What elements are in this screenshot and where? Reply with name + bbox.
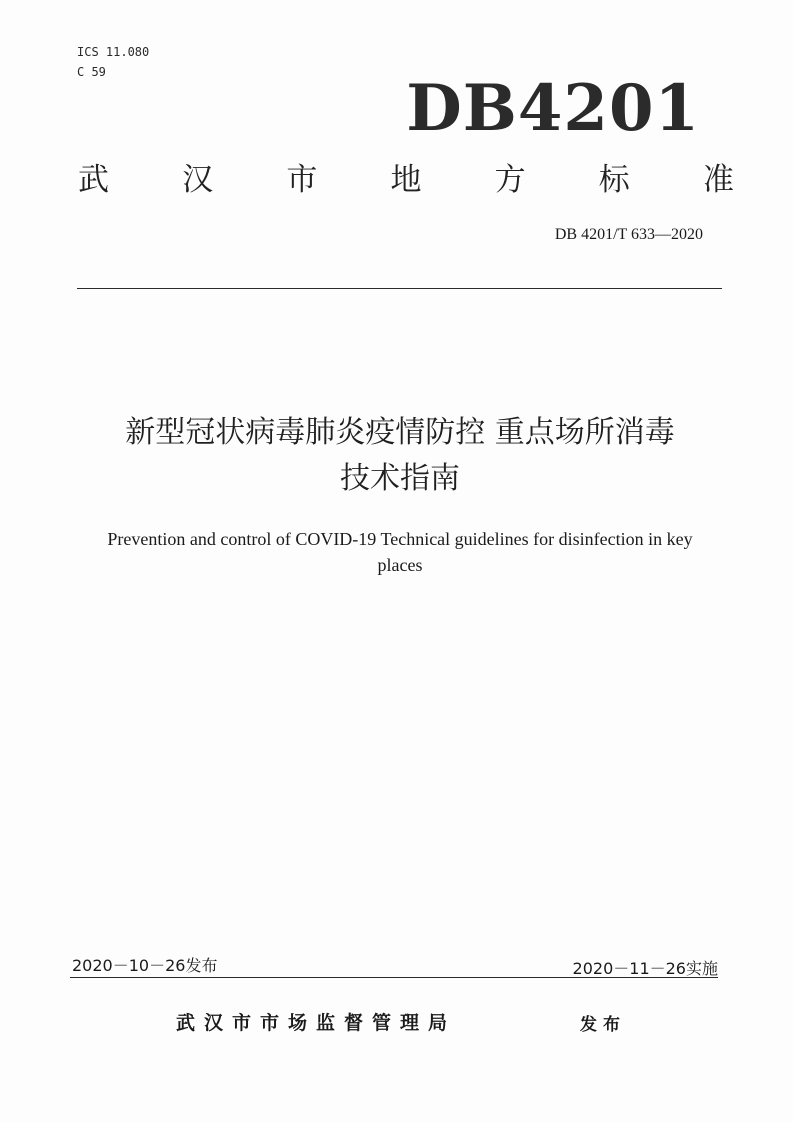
bottom-divider <box>70 977 718 978</box>
standard-code-logo: DB4201 <box>406 71 700 146</box>
standard-type-char: 标 <box>598 162 630 198</box>
standard-type-char: 汉 <box>182 162 214 198</box>
standard-type-char: 准 <box>702 162 734 198</box>
standard-type-char: 市 <box>286 162 318 198</box>
standard-number: DB 4201/T 633—2020 <box>554 226 703 243</box>
chinese-title-line-1: 新型冠状病毒肺炎疫情防控 重点场所消毒 <box>125 415 675 450</box>
standard-type-char: 方 <box>494 162 526 198</box>
english-title-line-1: Prevention and control of COVID-19 Technical guidelines for disinfection in key <box>107 529 693 549</box>
chinese-title-line-2: 技术指南 <box>340 461 460 496</box>
ccs-code: C 59 <box>77 65 106 79</box>
implementation-date: 2020－11－26实施 <box>572 959 718 978</box>
classification-codes <box>77 42 149 82</box>
standard-type-char: 地 <box>390 162 422 198</box>
standard-type-heading <box>78 158 734 202</box>
english-title-line-2: places <box>377 555 423 575</box>
ics-code: ICS 11.080 <box>77 45 150 59</box>
issue-date: 2020－10－26发布 <box>72 956 218 975</box>
top-divider <box>77 288 722 289</box>
english-title <box>70 526 730 578</box>
chinese-title <box>60 410 740 502</box>
standard-type-char: 武 <box>78 162 109 198</box>
publish-label: 发布 <box>580 1015 626 1035</box>
publisher-name: 武汉市市场监督管理局 <box>176 1012 457 1034</box>
